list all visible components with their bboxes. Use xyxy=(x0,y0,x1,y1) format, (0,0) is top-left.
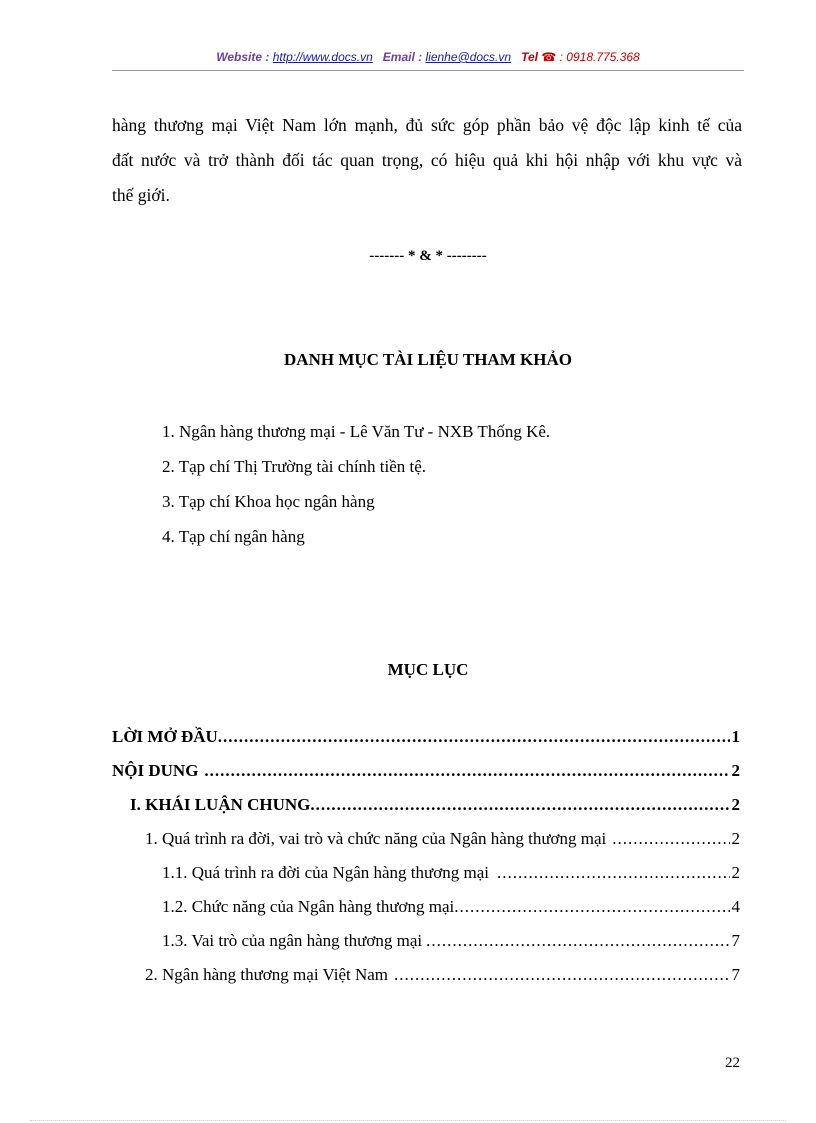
toc-entry-page: 4 xyxy=(731,897,740,916)
toc-entry-page: 2 xyxy=(731,761,740,780)
email-link[interactable]: lienhe@docs.vn xyxy=(425,50,512,64)
page-number: 22 xyxy=(725,1055,740,1071)
toc-entry[interactable] xyxy=(112,795,740,829)
email-separator: : xyxy=(418,50,423,64)
toc-entry-text: NỘI DUNG xyxy=(112,761,199,780)
tel-label: Tel xyxy=(521,50,538,64)
toc-leader xyxy=(218,727,730,747)
toc-entry-text: 1.2. Chức năng của Ngân hàng thương mại xyxy=(162,897,455,916)
website-label: Website : xyxy=(216,50,270,64)
toc-entry-text: 1. Quá trình ra đời, vai trò và chức năng của Ngân hàng thương mại xyxy=(145,829,607,848)
toc-entry[interactable] xyxy=(112,897,740,931)
toc-entry[interactable] xyxy=(112,863,740,897)
body-line: hàng thương mại Việt Nam lớn mạnh, đủ sức góp phần bảo vệ độc lập kinh tế của xyxy=(112,115,742,135)
toc-entry-text: I. KHÁI LUẬN CHUNG xyxy=(130,795,311,814)
toc-entry-page: 7 xyxy=(731,965,740,984)
toc-title: MỤC LỤC xyxy=(387,660,469,679)
toc-entry[interactable] xyxy=(112,727,740,761)
toc-entry[interactable] xyxy=(112,761,740,795)
toc-leader xyxy=(454,897,729,917)
toc-entry-text: LỜI MỞ ĐẦU xyxy=(112,727,218,746)
table-of-contents xyxy=(112,727,740,999)
toc-leader xyxy=(422,931,729,951)
toc-leader xyxy=(489,863,730,883)
references-title: DANH MỤC TÀI LIỆU THAM KHẢO xyxy=(284,350,572,369)
toc-entry-page: 1 xyxy=(731,727,740,746)
email-label: Email xyxy=(382,50,415,64)
page-header xyxy=(112,50,744,72)
toc-entry[interactable] xyxy=(112,965,740,999)
toc-entry-page: 2 xyxy=(731,829,740,848)
toc-entry-text: 1.1. Quá trình ra đời của Ngân hàng thương mại xyxy=(162,863,489,882)
toc-leader xyxy=(388,965,729,985)
toc-entry-text: 1.3. Vai trò của ngân hàng thương mại xyxy=(162,931,423,950)
tel-number: : 0918.775.368 xyxy=(559,50,640,64)
phone-icon: ☎ xyxy=(541,50,557,64)
toc-leader xyxy=(310,795,729,815)
toc-entry-page: 7 xyxy=(731,931,740,950)
toc-entry[interactable] xyxy=(112,931,740,965)
website-link[interactable]: http://www.docs.vn xyxy=(272,50,373,64)
references-list xyxy=(162,420,550,560)
toc-entry-page: 2 xyxy=(731,795,740,814)
reference-item: 2. Tạp chí Thị Trường tài chính tiền tệ. xyxy=(162,457,427,476)
body-line: thế giới. xyxy=(112,185,170,205)
body-line: đất nước và trở thành đối tác quan trọng, có hiệu quả khi hội nhập với khu vực và xyxy=(112,150,742,170)
page-bottom-border xyxy=(30,1120,786,1121)
toc-entry-page: 2 xyxy=(731,863,740,882)
toc-entry-text: 2. Ngân hàng thương mại Việt Nam xyxy=(145,965,389,984)
header-rule xyxy=(112,70,744,71)
body-paragraph xyxy=(112,108,742,213)
toc-entry[interactable] xyxy=(112,829,740,863)
reference-item: 3. Tạp chí Khoa học ngân hàng xyxy=(162,492,375,511)
toc-leader xyxy=(198,761,729,781)
reference-item: 4. Tạp chí ngân hàng xyxy=(162,527,305,546)
toc-leader xyxy=(606,829,729,849)
section-separator: ------- * & * -------- xyxy=(369,248,487,264)
reference-item: 1. Ngân hàng thương mại - Lê Văn Tư - NXB Thống Kê. xyxy=(162,422,551,441)
